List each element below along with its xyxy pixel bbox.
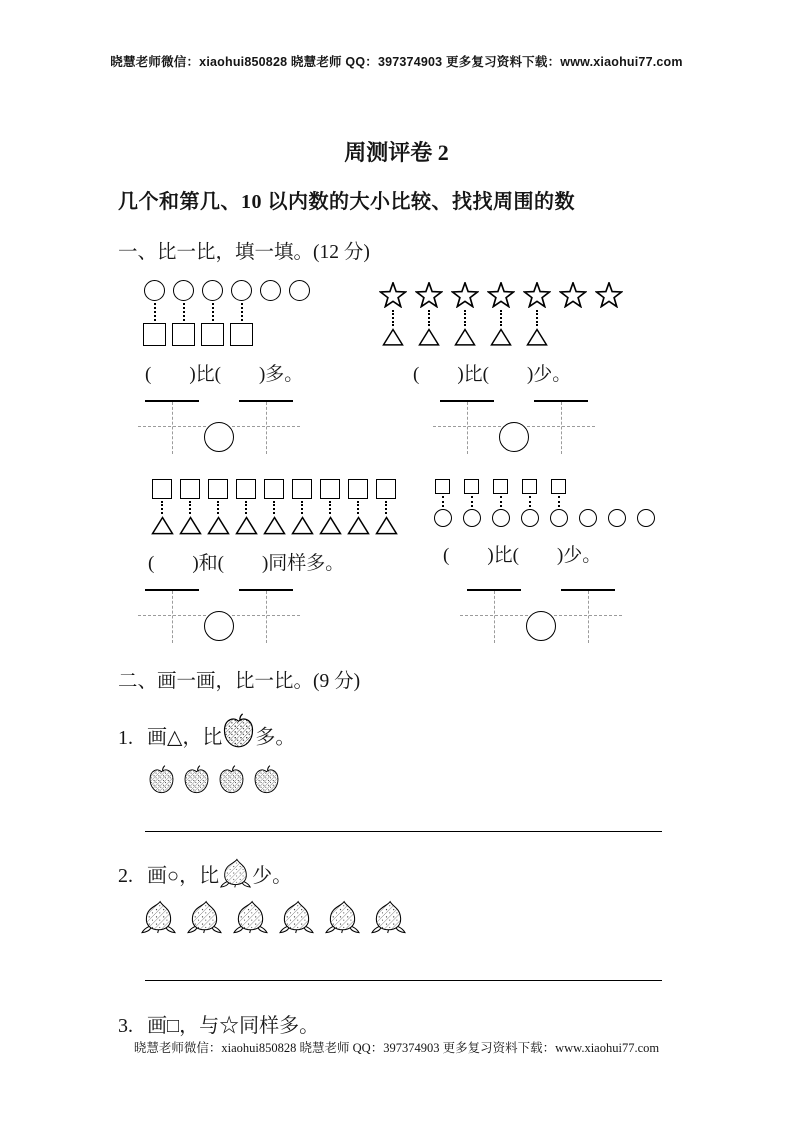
item-text-before: 画○，比 (147, 865, 220, 888)
shape-slot (372, 476, 400, 499)
shape-slot (176, 516, 204, 535)
shape-slot (631, 509, 660, 527)
shape-slot (344, 476, 372, 499)
dotted-connector (301, 501, 303, 514)
shape-slot (344, 516, 372, 535)
shape-slot (176, 499, 204, 516)
shape-slot (169, 323, 198, 346)
exercise-item-2 (118, 856, 683, 896)
shape-slot (411, 308, 447, 328)
square-shape (201, 323, 224, 346)
star-shape (559, 282, 587, 308)
comparison-caption: ( )比( )少。 (443, 545, 602, 567)
writing-cell[interactable] (239, 400, 293, 460)
dotted-connector (385, 501, 387, 514)
triangle-shape (375, 516, 398, 535)
apple-icon (253, 765, 280, 795)
shape-slot (411, 328, 447, 346)
top-shape-row (140, 277, 314, 301)
item-text-before: 画□，与☆同样多。 (147, 1014, 320, 1037)
shape-slot (573, 509, 602, 527)
shape-slot (260, 476, 288, 499)
shape-slot (411, 277, 447, 308)
shape-slot (232, 900, 278, 934)
shape-slot (186, 900, 232, 934)
top-shape-row (375, 277, 627, 308)
triangle-shape (263, 516, 286, 535)
shape-slot (375, 308, 411, 328)
shape-slot (260, 516, 288, 535)
triangle-shape (454, 328, 476, 346)
top-shape-row (148, 476, 400, 499)
shape-slot (316, 499, 344, 516)
circle-shape (550, 509, 568, 527)
circle-shape (434, 509, 452, 527)
circle-shape (608, 509, 626, 527)
shape-slot (140, 900, 186, 934)
circle-shape (144, 280, 165, 301)
dotted-connector (329, 501, 331, 514)
peach-icon (219, 858, 252, 888)
page-title: 周测评卷 2 (344, 140, 449, 165)
apple-icon (148, 765, 175, 795)
circle-shape (289, 280, 310, 301)
square-shape (292, 479, 312, 499)
exercise-item-1 (118, 713, 683, 753)
square-shape (320, 479, 340, 499)
square-shape (172, 323, 195, 346)
shape-slot (227, 323, 256, 346)
circle-shape (463, 509, 481, 527)
answer-grid-unit (467, 589, 615, 649)
triangle-shape (179, 516, 202, 535)
shape-slot (232, 476, 260, 499)
shape-slot (204, 516, 232, 535)
bottom-shape-row (148, 516, 400, 535)
circle-shape (579, 509, 597, 527)
writing-cell[interactable] (440, 400, 494, 460)
header-info: 晓慧老师微信：xiaohui850828 晓慧老师 QQ：397374903 更多复习资料下载：www.xiaohui77.com (110, 55, 683, 69)
comparison-group-squares-triangles (148, 476, 400, 575)
star-shape (523, 282, 551, 308)
shape-slot (447, 277, 483, 308)
triangle-shape (347, 516, 370, 535)
compare-symbol-circle[interactable] (526, 611, 556, 641)
comparison-caption: ( )比( )少。 (413, 364, 572, 386)
triangle-shape (291, 516, 314, 535)
shape-slot (288, 476, 316, 499)
shape-slot (483, 277, 519, 308)
writing-cell[interactable] (145, 589, 199, 649)
apple-icon (218, 765, 245, 795)
apple-row (148, 765, 683, 795)
shape-slot (515, 476, 544, 494)
shape-slot (486, 476, 515, 494)
circle-shape (492, 509, 510, 527)
dotted-connector (558, 496, 560, 507)
writing-cell[interactable] (534, 400, 588, 460)
dotted-connector (529, 496, 531, 507)
shape-slot (372, 516, 400, 535)
top-shape-row (428, 476, 660, 494)
comparison-caption: ( )和( )同样多。 (148, 553, 345, 575)
shape-slot (447, 308, 483, 328)
compare-symbol-circle[interactable] (204, 422, 234, 452)
triangle-shape (319, 516, 342, 535)
shape-slot (256, 277, 285, 301)
bottom-shape-row (428, 509, 660, 527)
comparison-row-1 (140, 277, 683, 386)
dotted-connector (357, 501, 359, 514)
shape-slot (140, 301, 169, 323)
answer-grid-unit (440, 400, 588, 460)
comparison-caption: ( )比( )多。 (145, 364, 304, 385)
shape-slot (519, 328, 555, 346)
peach-row (140, 900, 683, 934)
peach-icon (324, 900, 361, 934)
square-shape (236, 479, 256, 499)
connector-row (428, 494, 660, 509)
shape-slot (544, 476, 573, 494)
writing-cell[interactable] (467, 589, 521, 649)
dotted-connector (245, 501, 247, 514)
comparison-group-squares-circles (428, 476, 660, 567)
shape-slot (316, 516, 344, 535)
square-shape (230, 323, 253, 346)
connector-row (148, 499, 400, 516)
square-shape (435, 479, 450, 494)
shape-slot (260, 499, 288, 516)
shape-slot (278, 900, 324, 934)
shape-slot (288, 499, 316, 516)
dotted-connector (217, 501, 219, 514)
peach-icon (140, 900, 177, 934)
shape-slot (591, 277, 627, 308)
peach-icon (232, 900, 269, 934)
shape-slot (227, 277, 256, 301)
shape-slot (324, 900, 370, 934)
connector-row (140, 301, 314, 323)
dotted-connector (392, 310, 394, 326)
circle-shape (521, 509, 539, 527)
circle-shape (231, 280, 252, 301)
item-text-before: 画△，比 (147, 726, 223, 749)
drawing-answer-line-1[interactable] (145, 831, 662, 832)
shape-slot (288, 516, 316, 535)
triangle-shape (490, 328, 512, 346)
shape-slot (285, 277, 314, 301)
dotted-connector (428, 310, 430, 326)
triangle-shape (151, 516, 174, 535)
shape-slot (198, 323, 227, 346)
shape-slot (176, 476, 204, 499)
answer-grid-unit (145, 589, 293, 649)
shape-slot (486, 494, 515, 509)
shape-slot (370, 900, 416, 934)
shape-slot (457, 494, 486, 509)
shape-slot (428, 476, 457, 494)
comparison-group-stars-triangles (375, 277, 627, 386)
shape-slot (169, 277, 198, 301)
shape-slot (519, 277, 555, 308)
shape-slot (483, 308, 519, 328)
comparison-group-circles-squares (140, 277, 314, 386)
star-shape (487, 282, 515, 308)
dotted-connector (471, 496, 473, 507)
star-shape (379, 282, 407, 308)
shape-slot (227, 301, 256, 323)
shape-slot (457, 476, 486, 494)
dotted-connector (154, 303, 156, 321)
section2-heading: 二、画一画，比一比。(9 分) (118, 671, 361, 693)
square-shape (152, 479, 172, 499)
triangle-shape (526, 328, 548, 346)
square-shape (376, 479, 396, 499)
connector-row (375, 308, 627, 328)
answer-grid-unit (145, 400, 293, 460)
circle-shape (173, 280, 194, 301)
shape-slot (218, 765, 253, 795)
writing-cell[interactable] (239, 589, 293, 649)
shape-slot (316, 476, 344, 499)
dotted-connector (442, 496, 444, 507)
square-shape (143, 323, 166, 346)
dotted-connector (464, 310, 466, 326)
square-shape (551, 479, 566, 494)
writing-cell[interactable] (145, 400, 199, 460)
shape-slot (555, 277, 591, 308)
shape-slot (544, 509, 573, 527)
apple-icon (222, 713, 255, 749)
circle-shape (260, 280, 281, 301)
inline-apple-icon (222, 713, 255, 763)
star-shape (415, 282, 443, 308)
dotted-connector (161, 501, 163, 514)
shape-slot (486, 509, 515, 527)
shape-slot (204, 476, 232, 499)
triangle-shape (382, 328, 404, 346)
dotted-connector (241, 303, 243, 321)
shape-slot (148, 476, 176, 499)
apple-icon (183, 765, 210, 795)
circle-shape (637, 509, 655, 527)
shape-slot (198, 277, 227, 301)
bottom-shape-row (375, 328, 627, 346)
shape-slot (232, 516, 260, 535)
worksheet-subtitle: 几个和第几、10 以内数的大小比较、找找周围的数 (118, 191, 575, 213)
square-shape (493, 479, 508, 494)
item-text-after: 多。 (255, 726, 296, 749)
shape-slot (169, 301, 198, 323)
shape-slot (428, 509, 457, 527)
square-shape (180, 479, 200, 499)
shape-slot (204, 499, 232, 516)
shape-slot (519, 308, 555, 328)
answer-grid-row-2 (145, 589, 683, 649)
dotted-connector (183, 303, 185, 321)
drawing-answer-line-2[interactable] (145, 980, 662, 981)
square-shape (464, 479, 479, 494)
item-text-after: 少。 (252, 865, 293, 888)
square-shape (348, 479, 368, 499)
shape-slot (148, 765, 183, 795)
shape-slot (447, 328, 483, 346)
circle-shape (202, 280, 223, 301)
dotted-connector (500, 310, 502, 326)
square-shape (208, 479, 228, 499)
shape-slot (515, 509, 544, 527)
shape-slot (457, 509, 486, 527)
triangle-shape (207, 516, 230, 535)
square-shape (264, 479, 284, 499)
dotted-connector (273, 501, 275, 514)
dotted-connector (189, 501, 191, 514)
shape-slot (148, 516, 176, 535)
star-shape (451, 282, 479, 308)
peach-icon (186, 900, 223, 934)
shape-slot (183, 765, 218, 795)
shape-slot (140, 277, 169, 301)
shape-slot (375, 277, 411, 308)
square-shape (522, 479, 537, 494)
inline-peach-icon (219, 858, 252, 902)
shape-slot (253, 765, 288, 795)
shape-slot (140, 323, 169, 346)
shape-slot (428, 494, 457, 509)
writing-cell[interactable] (561, 589, 615, 649)
comparison-row-2 (148, 476, 683, 575)
item-number: 3. (118, 1014, 133, 1037)
footer-info: 晓慧老师微信：xiaohui850828 晓慧老师 QQ：397374903 更多复习资料下载：www.xiaohui77.com (133, 1041, 660, 1055)
shape-slot (375, 328, 411, 346)
item-number: 1. (118, 726, 133, 749)
shape-slot (344, 499, 372, 516)
shape-slot (198, 301, 227, 323)
item-number: 2. (118, 865, 133, 888)
shape-slot (483, 328, 519, 346)
star-shape (595, 282, 623, 308)
shape-slot (602, 509, 631, 527)
section1-heading: 一、比一比，填一填。(12 分) (118, 242, 370, 263)
answer-grid-row-1 (145, 400, 683, 460)
dotted-connector (536, 310, 538, 326)
peach-icon (370, 900, 407, 934)
dotted-connector (212, 303, 214, 321)
exercise-item-3 (118, 1009, 683, 1038)
dotted-connector (500, 496, 502, 507)
bottom-shape-row (140, 323, 314, 346)
shape-slot (148, 499, 176, 516)
shape-slot (515, 494, 544, 509)
compare-symbol-circle[interactable] (204, 611, 234, 641)
triangle-shape (235, 516, 258, 535)
peach-icon (278, 900, 315, 934)
shape-slot (372, 499, 400, 516)
shape-slot (544, 494, 573, 509)
triangle-shape (418, 328, 440, 346)
compare-symbol-circle[interactable] (499, 422, 529, 452)
shape-slot (232, 499, 260, 516)
worksheet-content (0, 185, 793, 1038)
